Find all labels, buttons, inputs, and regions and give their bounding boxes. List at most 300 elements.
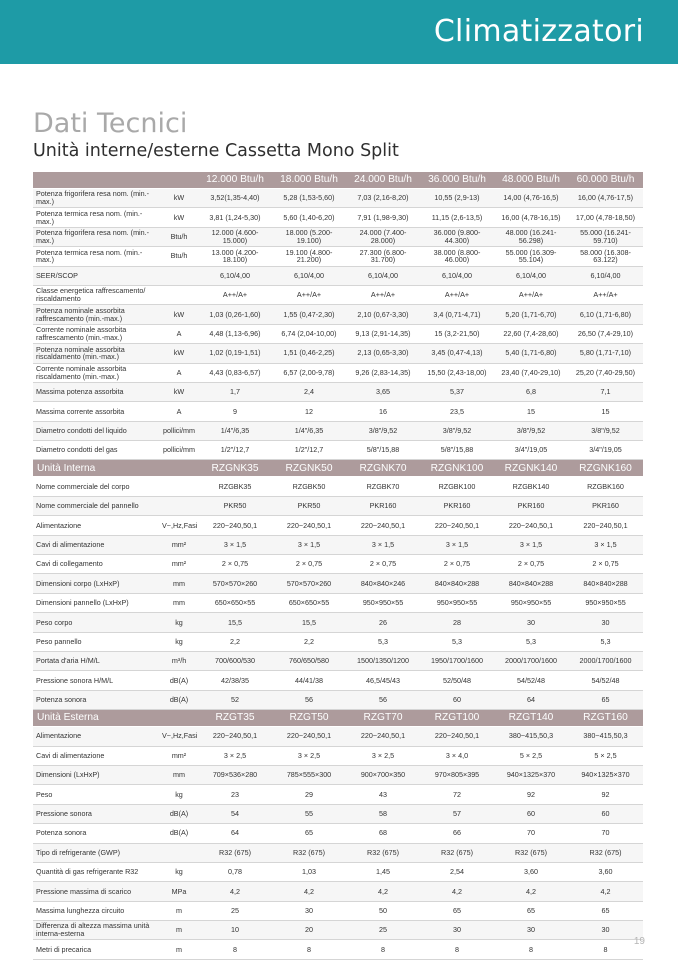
table-cell: 65 [568,690,643,709]
table-cell: 1/2"/12,7 [198,441,272,460]
table-cell: 1500/1350/1200 [346,651,420,670]
row-unit: Btu/h [160,247,198,266]
table-cell: 3 × 1,5 [568,535,643,554]
table-row [33,593,643,612]
column-header: 36.000 Btu/h [420,172,494,189]
row-label: Peso pannello [33,632,160,651]
table-row [33,746,643,765]
table-cell: 950×950×55 [420,593,494,612]
row-unit: pollici/mm [160,421,198,440]
table-cell: 43 [346,785,420,804]
section-header-row [33,710,643,727]
table-cell: 2 × 0,75 [346,555,420,574]
table-cell: PKR160 [494,496,568,515]
row-label: Tipo di refrigerante (GWP) [33,843,160,862]
table-cell: 28 [420,613,494,632]
row-label: Potenza nominale assorbita raffrescamento (min.-max.) [33,305,160,324]
row-label: Potenza frigorifera resa nom. (min.-max.) [33,189,160,208]
table-cell: 1,03 [272,862,346,881]
table-row [33,824,643,843]
table-cell: 66 [420,824,494,843]
table-cell: 3,60 [568,862,643,881]
table-cell: 65 [494,901,568,920]
table-row [33,227,643,246]
table-row [33,285,643,304]
table-cell: 1/4"/6,35 [272,421,346,440]
row-label: Massima potenza assorbita [33,382,160,401]
row-label: Potenza frigorifera resa nom. (min.-max.) [33,227,160,246]
table-cell: 220~240,50,1 [198,516,272,535]
table-cell: 54/52/48 [568,671,643,690]
table-cell: 10 [198,921,272,940]
table-cell: 3/4"/19,05 [494,441,568,460]
table-cell: 9 [198,402,272,421]
table-cell: 9,13 (2,91-14,35) [346,324,420,343]
spec-table-body [33,172,643,959]
table-cell: 6,8 [494,382,568,401]
table-cell: 55.000 (16.241-59.710) [568,227,643,246]
row-label: Nome commerciale del corpo [33,477,160,496]
table-cell: 3,60 [494,862,568,881]
table-cell: 5,3 [346,632,420,651]
row-unit [160,285,198,304]
column-header: RZGT160 [568,710,643,727]
table-cell: 940×1325×370 [494,765,568,784]
table-cell: 1,51 (0,46-2,25) [272,344,346,363]
row-unit: dB(A) [160,671,198,690]
table-cell: 23,5 [420,402,494,421]
table-cell: 4,43 (0,83-6,57) [198,363,272,382]
table-cell: 30 [494,613,568,632]
table-cell: 220~240,50,1 [346,727,420,746]
column-header: RZGNK50 [272,460,346,477]
table-cell: RZGBK140 [494,477,568,496]
table-cell: 2 × 0,75 [420,555,494,574]
row-label: Peso corpo [33,613,160,632]
column-header: 48.000 Btu/h [494,172,568,189]
table-cell: 2,2 [198,632,272,651]
table-cell: PKR160 [568,496,643,515]
table-cell: 2 × 0,75 [198,555,272,574]
table-row [33,266,643,285]
table-cell: 15,50 (2,43-18,00) [420,363,494,382]
table-cell: 65 [420,901,494,920]
table-cell: 709×536×280 [198,765,272,784]
table-row [33,862,643,881]
table-cell: 3/8"/9,52 [568,421,643,440]
table-cell: 13.000 (4.200-18.100) [198,247,272,266]
row-unit: m [160,940,198,959]
table-cell: 1950/1700/1600 [420,651,494,670]
section-title: Unità Esterna [33,710,198,727]
table-cell: 30 [568,921,643,940]
table-cell: 6,10/4,00 [346,266,420,285]
row-unit [160,843,198,862]
table-row [33,613,643,632]
table-cell: 54 [198,804,272,823]
row-label: Pressione massima di scarico [33,882,160,901]
table-cell: 44/41/38 [272,671,346,690]
table-cell: 220~240,50,1 [568,516,643,535]
row-label: Dimensioni corpo (LxHxP) [33,574,160,593]
section-header-row [33,172,643,189]
row-label: Cavi di alimentazione [33,746,160,765]
table-cell: 19.100 (4.800-21.200) [272,247,346,266]
table-cell: 25 [198,901,272,920]
column-header: RZGNK70 [346,460,420,477]
row-label: Classe energetica raffrescamento/ riscaldamento [33,285,160,304]
table-cell: 58.000 (16.308-63.122) [568,247,643,266]
row-unit: m [160,901,198,920]
table-cell: 15 [568,402,643,421]
table-cell: 16 [346,402,420,421]
table-cell: 8 [346,940,420,959]
table-cell: 3 × 2,5 [272,746,346,765]
table-cell: 4,2 [568,882,643,901]
row-label: Nome commerciale del pannello [33,496,160,515]
table-cell: 4,2 [494,882,568,901]
table-cell: 25 [346,921,420,940]
table-cell: RZGBK35 [198,477,272,496]
table-cell: 570×570×260 [272,574,346,593]
table-cell: 92 [494,785,568,804]
table-cell: 650×650×55 [198,593,272,612]
table-cell: 14,00 (4,76-16,5) [494,189,568,208]
table-cell: 785×555×300 [272,765,346,784]
row-unit: kW [160,344,198,363]
table-cell: 23,40 (7,40-29,10) [494,363,568,382]
row-unit: pollici/mm [160,441,198,460]
table-cell: 64 [198,824,272,843]
table-cell: 380~415,50,3 [568,727,643,746]
table-cell: 56 [272,690,346,709]
row-unit: MPa [160,882,198,901]
table-cell: R32 (675) [198,843,272,862]
column-header: 60.000 Btu/h [568,172,643,189]
row-unit: A [160,363,198,382]
page-title: Climatizzatori [433,14,644,49]
table-row [33,324,643,343]
table-cell: 5/8"/15,88 [346,441,420,460]
column-header: RZGNK35 [198,460,272,477]
table-cell: 23 [198,785,272,804]
table-cell: RZGBK100 [420,477,494,496]
table-cell: 1/4"/6,35 [198,421,272,440]
table-cell: 6,10/4,00 [420,266,494,285]
top-banner [0,0,678,64]
table-row [33,189,643,208]
table-cell: 42/38/35 [198,671,272,690]
row-label: Massima corrente assorbita [33,402,160,421]
row-label: Cavi di collegamento [33,555,160,574]
row-unit: dB(A) [160,824,198,843]
table-cell: 1,7 [198,382,272,401]
table-cell: 950×950×55 [346,593,420,612]
table-row [33,921,643,940]
row-label: Potenza nominale assorbita riscaldamento (min.-max.) [33,344,160,363]
section-header-row [33,460,643,477]
table-row [33,402,643,421]
table-cell: 60 [494,804,568,823]
table-row [33,305,643,324]
row-unit: kW [160,382,198,401]
table-row [33,441,643,460]
table-cell: 380~415,50,3 [494,727,568,746]
row-label: Dimensioni (LxHxP) [33,765,160,784]
row-unit: A [160,324,198,343]
table-cell: 220~240,50,1 [494,516,568,535]
table-cell: PKR50 [198,496,272,515]
table-cell: 220~240,50,1 [420,727,494,746]
row-unit: m³/h [160,651,198,670]
row-label: Cavi di alimentazione [33,535,160,554]
table-row [33,843,643,862]
table-cell: 15,5 [198,613,272,632]
table-cell: 2,10 (0,67-3,30) [346,305,420,324]
row-unit: mm [160,593,198,612]
row-label: Potenza sonora [33,690,160,709]
table-cell: 2,4 [272,382,346,401]
column-header: RZGNK160 [568,460,643,477]
row-unit: Btu/h [160,227,198,246]
table-cell: 1/2"/12,7 [272,441,346,460]
table-cell: 26 [346,613,420,632]
section-subheading: Unità interne/esterne Cassetta Mono Split [33,141,399,161]
table-cell: 3 × 1,5 [198,535,272,554]
table-cell: 30 [494,921,568,940]
table-cell: 2,13 (0,65-3,30) [346,344,420,363]
table-cell: 70 [568,824,643,843]
table-cell: 55 [272,804,346,823]
row-unit: kW [160,305,198,324]
table-cell: 2000/1700/1600 [494,651,568,670]
table-cell: 6,10 (1,71-6,80) [568,305,643,324]
table-cell: 26,50 (7,4-29,10) [568,324,643,343]
table-cell: 950×950×55 [494,593,568,612]
table-cell: 3/8"/9,52 [420,421,494,440]
row-unit: mm [160,765,198,784]
table-row [33,516,643,535]
row-unit: mm² [160,746,198,765]
row-label: Corrente nominale assorbita riscaldamento (min.-max.) [33,363,160,382]
table-row [33,632,643,651]
row-unit: kg [160,632,198,651]
row-label: Portata d'aria H/M/L [33,651,160,670]
table-cell: 22,60 (7,4-28,60) [494,324,568,343]
row-unit: kg [160,785,198,804]
table-cell: 52/50/48 [420,671,494,690]
table-cell: 1,02 (0,19-1,51) [198,344,272,363]
section-heading: Dati Tecnici [33,108,188,139]
row-label: SEER/SCOP [33,266,160,285]
table-cell: 220~240,50,1 [420,516,494,535]
row-label: Peso [33,785,160,804]
table-row [33,477,643,496]
row-unit: V~,Hz,Fasi [160,727,198,746]
table-cell: 840×840×246 [346,574,420,593]
table-row [33,671,643,690]
row-unit: dB(A) [160,804,198,823]
table-cell: 7,91 (1,98-9,30) [346,208,420,227]
table-cell: 4,48 (1,13-6,96) [198,324,272,343]
table-row [33,382,643,401]
table-cell: 15 (3,2-21,50) [420,324,494,343]
table-cell: 3 × 4,0 [420,746,494,765]
column-header: 12.000 Btu/h [198,172,272,189]
table-cell: R32 (675) [272,843,346,862]
table-cell: 25,20 (7,40-29,50) [568,363,643,382]
table-cell: 58 [346,804,420,823]
table-cell: 3 × 1,5 [346,535,420,554]
table-cell: 3 × 1,5 [272,535,346,554]
table-row [33,344,643,363]
table-cell: 220~240,50,1 [272,516,346,535]
table-cell: 3,45 (0,47-4,13) [420,344,494,363]
table-cell: 1,45 [346,862,420,881]
table-cell: 3/4"/19,05 [568,441,643,460]
table-cell: R32 (675) [494,843,568,862]
table-cell: 38.000 (8.800-46.000) [420,247,494,266]
table-cell: A++/A+ [272,285,346,304]
table-row [33,785,643,804]
row-unit: mm [160,574,198,593]
table-cell: PKR160 [420,496,494,515]
table-row [33,651,643,670]
row-unit: kW [160,208,198,227]
table-cell: PKR50 [272,496,346,515]
row-label: Potenza termica resa nom. (min.-max.) [33,247,160,266]
table-cell: R32 (675) [346,843,420,862]
table-cell: 65 [272,824,346,843]
table-cell: 55.000 (16.309-55.104) [494,247,568,266]
table-row [33,555,643,574]
table-cell: 5,20 (1,71-6,70) [494,305,568,324]
table-cell: 3/8"/9,52 [346,421,420,440]
table-cell: 8 [420,940,494,959]
table-cell: 4,2 [198,882,272,901]
table-cell: 570×570×260 [198,574,272,593]
table-cell: 5,80 (1,71-7,10) [568,344,643,363]
section-title [33,172,198,189]
table-cell: 5,3 [568,632,643,651]
table-cell: 48.000 (16.241-56.298) [494,227,568,246]
table-row [33,363,643,382]
table-row [33,940,643,959]
row-unit: V~,Hz,Fasi [160,516,198,535]
table-cell: 2,2 [272,632,346,651]
table-cell: 29 [272,785,346,804]
table-cell: 3 × 2,5 [346,746,420,765]
table-cell: 2 × 0,75 [494,555,568,574]
column-header: RZGT100 [420,710,494,727]
table-cell: 4,2 [420,882,494,901]
table-cell: 5 × 2,5 [568,746,643,765]
table-row [33,804,643,823]
table-cell: RZGBK70 [346,477,420,496]
column-header: RZGT50 [272,710,346,727]
table-cell: 3 × 2,5 [198,746,272,765]
table-cell: 1,03 (0,26-1,60) [198,305,272,324]
table-cell: A++/A+ [346,285,420,304]
table-cell: 30 [420,921,494,940]
table-cell: 7,1 [568,382,643,401]
table-cell: 11,15 (2,6-13,5) [420,208,494,227]
row-unit: mm² [160,535,198,554]
table-cell: 18.000 (5.200-19.100) [272,227,346,246]
table-cell: 65 [568,901,643,920]
table-cell: 220~240,50,1 [198,727,272,746]
column-header: RZGT70 [346,710,420,727]
row-label: Potenza termica resa nom. (min.-max.) [33,208,160,227]
row-label: Metri di precarica [33,940,160,959]
table-cell: 12 [272,402,346,421]
table-cell: R32 (675) [568,843,643,862]
table-row [33,496,643,515]
table-cell: 3,4 (0,71-4,71) [420,305,494,324]
table-cell: 7,03 (2,16-8,20) [346,189,420,208]
table-cell: 20 [272,921,346,940]
table-row [33,208,643,227]
table-cell: 4,2 [346,882,420,901]
table-cell: 8 [198,940,272,959]
table-cell: 27.300 (6.800-31.700) [346,247,420,266]
table-row [33,727,643,746]
table-cell: 2 × 0,75 [568,555,643,574]
table-row [33,421,643,440]
table-cell: 5,3 [494,632,568,651]
table-cell: 840×840×288 [568,574,643,593]
column-header: RZGNK140 [494,460,568,477]
row-label: Differenza di altezza massima unità interna-esterna [33,921,160,940]
table-cell: 8 [272,940,346,959]
table-cell: 17,00 (4,78-18,50) [568,208,643,227]
table-cell: 5,37 [420,382,494,401]
row-unit: kg [160,613,198,632]
table-cell: 9,26 (2,83-14,35) [346,363,420,382]
row-unit [160,496,198,515]
table-row [33,247,643,266]
table-row [33,882,643,901]
row-unit: kW [160,189,198,208]
table-cell: 5 × 2,5 [494,746,568,765]
row-label: Pressione sonora [33,804,160,823]
table-cell: 24.000 (7.400-28.000) [346,227,420,246]
table-cell: 64 [494,690,568,709]
table-cell: 8 [568,940,643,959]
table-cell: 16,00 (4,78-16,15) [494,208,568,227]
table-row [33,765,643,784]
table-cell: 30 [568,613,643,632]
table-cell: 220~240,50,1 [272,727,346,746]
row-unit: kg [160,862,198,881]
table-row [33,901,643,920]
row-label: Dimensioni pannello (LxHxP) [33,593,160,612]
table-cell: 5/8"/15,88 [420,441,494,460]
table-cell: 2 × 0,75 [272,555,346,574]
table-cell: 15,5 [272,613,346,632]
page-number: 19 [633,936,645,947]
row-label: Corrente nominale assorbita raffrescamento (min.-max.) [33,324,160,343]
table-row [33,574,643,593]
row-label: Pressione sonora H/M/L [33,671,160,690]
table-cell: 46,5/45/43 [346,671,420,690]
table-cell: RZGBK160 [568,477,643,496]
row-unit: A [160,402,198,421]
table-row [33,690,643,709]
table-cell: 3,52(1,35-4,40) [198,189,272,208]
table-cell: 16,00 (4,76-17,5) [568,189,643,208]
table-cell: 700/600/530 [198,651,272,670]
